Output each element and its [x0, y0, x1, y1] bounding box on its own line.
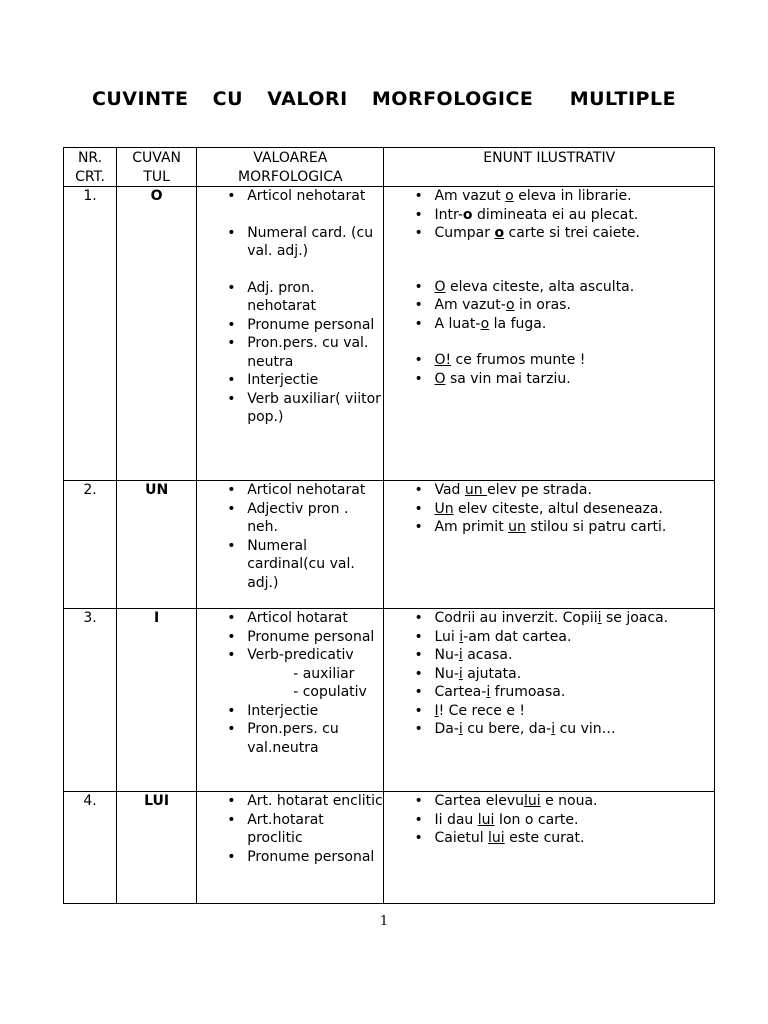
example-item: • O sa vin mai tarziu. — [384, 370, 714, 389]
value-item: • Numeral cardinal(cu val. adj.) — [197, 537, 383, 593]
header-cuvant: CUVAN TUL — [117, 148, 197, 187]
example-item: • Am vazut-o in oras. — [384, 296, 714, 315]
value-item: • Art. hotarat enclitic — [197, 792, 383, 811]
header-row — [64, 148, 715, 187]
value-item: • Art.hotarat proclitic — [197, 811, 383, 848]
value-item: • Verb auxiliar( viitor pop.) — [197, 390, 383, 427]
row-values — [197, 481, 384, 609]
example-item: • Nu-i ajutata. — [384, 665, 714, 684]
row-word: I — [117, 609, 197, 792]
header-enunt: ENUNT ILUSTRATIV — [384, 148, 715, 187]
value-item: • Pronume personal — [197, 316, 383, 335]
example-item: • I! Ce rece e ! — [384, 702, 714, 721]
row-examples — [384, 481, 715, 609]
value-item: • Pron.pers. cu val. neutra — [197, 334, 383, 371]
value-item: • Verb-predicativ — [197, 646, 383, 665]
row-number: 1. — [64, 187, 117, 481]
row-examples — [384, 187, 715, 481]
example-item: • Ii dau lui Ion o carte. — [384, 811, 714, 830]
words-table — [63, 147, 715, 904]
value-item: • Adjectiv pron . neh. — [197, 500, 383, 537]
page-title: CUVINTE CU VALORI MORFOLOGICE MULTIPLE — [91, 88, 677, 110]
example-item: • Caietul lui este curat. — [384, 829, 714, 848]
value-item: • Interjectie — [197, 702, 383, 721]
example-item: • Am vazut o eleva in librarie. — [384, 187, 714, 206]
example-item: • Cartea-i frumoasa. — [384, 683, 714, 702]
row-word: UN — [117, 481, 197, 609]
row-values — [197, 792, 384, 904]
header-nr: NR. CRT. — [64, 148, 117, 187]
row-word: LUI — [117, 792, 197, 904]
example-item: • Am primit un stilou si patru carti. — [384, 518, 714, 537]
value-item: • Articol nehotarat — [197, 481, 383, 500]
row-examples — [384, 609, 715, 792]
value-item: • Pron.pers. cu val.neutra — [197, 720, 383, 757]
row-word: O — [117, 187, 197, 481]
header-valoarea: VALOAREA MORFOLOGICA — [197, 148, 384, 187]
page-number: 1 — [379, 914, 389, 929]
example-item: • Un elev citeste, altul deseneaza. — [384, 500, 714, 519]
value-item: • Pronume personal — [197, 848, 383, 867]
row-number: 2. — [64, 481, 117, 609]
example-item: • Codrii au inverzit. Copiii se joaca. — [384, 609, 714, 628]
example-item: • Nu-i acasa. — [384, 646, 714, 665]
example-item: • Cartea elevului e noua. — [384, 792, 714, 811]
value-item: • Articol nehotarat — [197, 187, 383, 206]
table-row — [64, 481, 715, 609]
value-subitem: - auxiliar — [293, 665, 355, 682]
example-item: • Cumpar o carte si trei caiete. — [384, 224, 714, 243]
example-item: • Da-i cu bere, da-i cu vin… — [384, 720, 714, 739]
table-row — [64, 792, 715, 904]
example-item: • Lui i-am dat cartea. — [384, 628, 714, 647]
value-item: • Pronume personal — [197, 628, 383, 647]
value-item: • Numeral card. (cu val. adj.) — [197, 224, 383, 261]
example-item: • Intr-o dimineata ei au plecat. — [384, 206, 714, 225]
value-item: • Interjectie — [197, 371, 383, 390]
example-item: • O eleva citeste, alta asculta. — [384, 278, 714, 297]
row-number: 4. — [64, 792, 117, 904]
row-values — [197, 609, 384, 792]
value-item: • Articol hotarat — [197, 609, 383, 628]
example-item: • Vad un elev pe strada. — [384, 481, 714, 500]
table-row — [64, 187, 715, 481]
row-number: 3. — [64, 609, 117, 792]
value-item: • Adj. pron. nehotarat — [197, 279, 383, 316]
row-examples — [384, 792, 715, 904]
value-subitem: - copulativ — [293, 684, 367, 700]
example-item: • A luat-o la fuga. — [384, 315, 714, 334]
example-item: • O! ce frumos munte ! — [384, 351, 714, 370]
row-values — [197, 187, 384, 481]
table-row — [64, 609, 715, 792]
